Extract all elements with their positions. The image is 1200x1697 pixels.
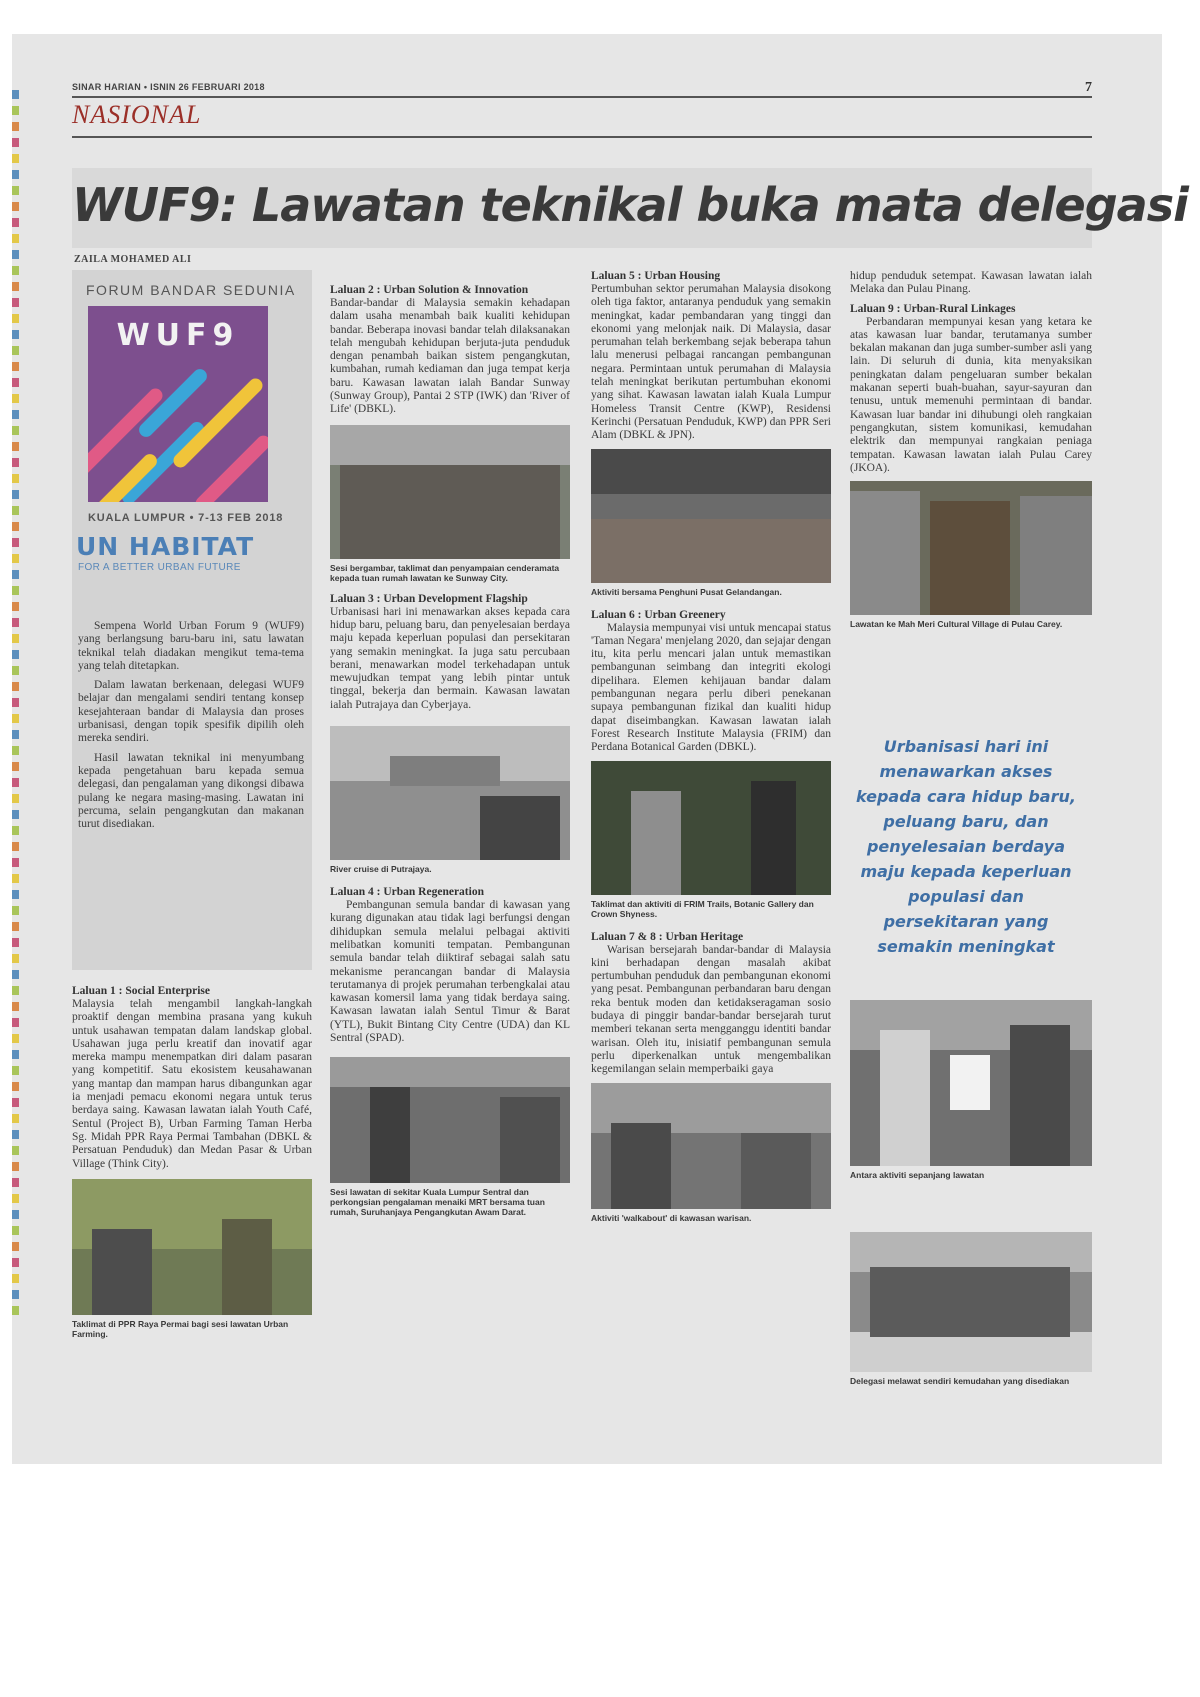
- photo-caption: Sesi lawatan di sekitar Kuala Lumpur Sentral dan perkongsian pengalaman menaiki MRT bersama tuan rumah, Suruhanjaya Pengangkutan Awam Darat.: [330, 1187, 545, 1218]
- route-text-continuation: hidup penduduk setempat. Kawasan lawatan ialah Melaka dan Pulau Pinang.: [850, 270, 1092, 296]
- pull-quote: Urbanisasi hari ini menawarkan akses kepada cara hidup baru, peluang baru, dan penyelesaian berdaya maju kepada keperluan populasi dan persekitaran yang semakin meningkat: [856, 737, 1076, 956]
- article-headline: WUF9: Lawatan teknikal buka mata delegasi: [72, 178, 1188, 232]
- route-text: Pembangunan semula bandar di kawasan yang kurang digunakan atau tidak lagi berfungsi dengan dihidupkan semula melalui pelbagai aktiviti melibatkan komuniti tempatan. Pembangunan semula bandar telah diiktiraf sebagai salah satu mekanisme perancangan bandar di Malaysia terutamanya di projek perumahan terbengkalai atau kawasan komersil lama yang tidak berdaya saing. Kawasan lawatan ialah Sentul Timur & Barat (YTL), Bukit Bintang City Centre (UDA) dan KL Sentral (SPAD).: [330, 899, 570, 1045]
- intro-text: [78, 620, 304, 837]
- column-4-photos: [850, 1000, 1092, 1396]
- route-text: Malaysia mempunyai visi untuk mencapai status 'Taman Negara' menjelang 2020, dan sejajar dengan itu, kita perlu mencari jalan untuk memastikan pembangunan seimbang dan integriti ekologi dipelihara. Elemen kehijauan bandar dalam pembangunan negara perlu diberi penekanan supaya pembangunan fizikal dan kualiti hidup dapat diseimbangkan. Kawasan lawatan ialah Forest Research Institute Malaysia (FRIM) dan Perdana Botanical Garden (DBKL).: [591, 621, 831, 754]
- route-heading: Laluan 6 : Urban Greenery: [591, 608, 726, 621]
- intro-paragraph: Dalam lawatan berkenaan, delegasi WUF9 belajar dan mengalami sendiri tentang konsep kesejahteraan bandar di Malaysia dan proses urbanisasi, dengan topik spesifik dipilih oleh mereka sendiri.: [78, 679, 304, 745]
- masthead: [72, 80, 1092, 140]
- photo-caption: Lawatan ke Mah Meri Cultural Village di Pulau Carey.: [850, 619, 1063, 630]
- route-text: Perbandaran mempunyai kesan yang ketara ke atas kawasan luar bandar, terutamanya sumber bekalan makanan dan juga sumber-sumber asli yang lain. Di seluruh di dunia, kita menyaksikan peningkatan dalam pengeluaran sumber bekalan makanan seperti buah-buahan, sayur-sayuran dan tenusu, untuk memenuhi permintaan di bandar. Kawasan luar bandar ini dihubungi oleh rangkaian pengangkutan, sistem komunikasi, kemudahan elektrik dan mempunyai rangkaian peniaga tempatan. Kawasan lawatan ialah Pulau Carey (JKOA).: [850, 315, 1092, 474]
- column-3: [591, 270, 831, 1233]
- route-heading: Laluan 3 : Urban Development Flagship: [330, 592, 528, 605]
- photo-certificate-presentation: [850, 1000, 1092, 1166]
- headline-band: [72, 168, 1188, 248]
- route-text: Pertumbuhan sektor perumahan Malaysia disokong oleh tiga faktor, antaranya penduduk yang semakin meningkat, kadar pembandaran yang tinggi dan ekonomi yang melonjak naik. Di Malaysia, dasar perumahan telah berkembang sejak beberapa tahun lalu menerusi pelbagai rancangan pembangunan negara. Permintaan untuk perumahan di Malaysia telah meningkat berikutan pertumbuhan ekonomi yang sihat. Kawasan lawatan ialah Kuala Lumpur Homeless Transit Centre (KWP), Residensi Kerinchi (Persatuan Penduduk, KWP) dan PPR Seri Alam (DBKL & JPN).: [591, 283, 831, 442]
- intro-paragraph: Sempena World Urban Forum 9 (WUF9) yang berlangsung baru-baru ini, satu lawatan teknikal telah diadakan mengikut tema-tema yang telah ditetapkan.: [78, 620, 304, 672]
- column-1: [72, 985, 312, 1349]
- route-heading: Laluan 7 & 8 : Urban Heritage: [591, 930, 744, 943]
- photo-heritage-walkabout: [591, 1083, 831, 1209]
- forum-date: KUALA LUMPUR • 7-13 FEB 2018: [88, 512, 284, 524]
- photo-putrajaya-river-cruise: [330, 726, 570, 860]
- section-name: NASIONAL: [72, 100, 202, 129]
- photo-sunway-city: [330, 425, 570, 559]
- forum-label: FORUM BANDAR SEDUNIA: [86, 282, 296, 298]
- column-4: [850, 270, 1092, 639]
- photo-frim-trails: [591, 761, 831, 895]
- header-rule: [72, 96, 1092, 98]
- header-rule: [72, 136, 1092, 138]
- route-heading: Laluan 9 : Urban-Rural Linkages: [850, 302, 1016, 315]
- route-text: Malaysia telah mengambil langkah-langkah proaktif dengan membina prasana yang kukuh untuk usahawan tempatan dalam landskap global. Usahawan juga perlu kreatif dan inovatif agar mereka mampu menempatkan diri dalam pasaran yang kompetitif. Satu ekosistem keusahawanan yang mantap dan mampan harus dibangunkan agar ia menjadi pemacu ekonomi negara untuk terus berdaya saing. Kawasan lawatan ialah Youth Café, Sentul (Project B), Urban Farming Taman Herba Sg. Midah PPR Raya Permai Tambahan (DBKL & Persatuan Penduduk) dan Medan Pasar & Urban Village (Think City).: [72, 998, 312, 1170]
- article-byline: ZAILA MOHAMED ALI: [74, 254, 192, 265]
- route-heading: Laluan 2 : Urban Solution & Innovation: [330, 284, 529, 296]
- photo-caption: Taklimat di PPR Raya Permai bagi sesi lawatan Urban Farming.: [72, 1318, 289, 1339]
- running-head: SINAR HARIAN • ISNIN 26 FEBRUARI 2018: [72, 82, 265, 92]
- route-heading: Laluan 5 : Urban Housing: [591, 270, 721, 282]
- photo-mah-meri-village: [850, 481, 1092, 615]
- photo-homeless-centre: [591, 449, 831, 583]
- photo-caption: River cruise di Putrajaya.: [330, 864, 432, 875]
- photo-caption: Aktiviti bersama Penghuni Pusat Gelandangan.: [591, 586, 782, 597]
- wuf9-logo-text: WUF9: [116, 318, 240, 353]
- photo-kl-sentral: [330, 1057, 570, 1183]
- route-heading: Laluan 4 : Urban Regeneration: [330, 886, 484, 899]
- route-text: Warisan bersejarah bandar-bandar di Malaysia kini berhadapan dengan masalah akibat pertumbuhan penduduk dan pembangunan ekonomi yang pesat. Pembangunan perbandaran baru dengan reka bentuk moden dan ketidakseragaman sosio budaya di pinggir bandar-bandar bersejarah turut memberi tekanan serta mengganggu identiti bandar warisan. Oleh itu, inisiatif pembangunan semula perlu diperkenalkan untuk mengembalikan kegemilangan selain memperbaiki gaya: [591, 943, 831, 1076]
- photo-caption: Antara aktiviti sepanjang lawatan: [850, 1170, 985, 1180]
- un-habitat-tagline: FOR A BETTER URBAN FUTURE: [78, 562, 241, 573]
- wuf9-logo: [88, 306, 268, 502]
- photo-caption: Aktiviti 'walkabout' di kawasan warisan.: [591, 1212, 752, 1223]
- photo-caption: Sesi bergambar, taklimat dan penyampaian cenderamata kepada tuan rumah lawatan ke Sunway City.: [330, 562, 560, 583]
- forum-sidebar: [72, 270, 312, 970]
- photo-caption: Delegasi melawat sendiri kemudahan yang disediakan: [850, 1376, 1070, 1386]
- route-text: Urbanisasi hari ini menawarkan akses kepada cara hidup baru, peluang baru, dan penyelesaian berdaya maju kepada keperluan populasi dan persekitaran yang semakin meningkat. Ia juga satu percubaan berani, menawarkan model terkehadapan untuk mewujudkan tempat yang lebih pintar untuk tinggal, bekerja dan bermain. Kawasan lawatan ialah Putrajaya dan Cyberjaya.: [330, 605, 570, 711]
- intro-paragraph: Hasil lawatan teknikal ini menyumbang kepada pengetahuan baru kepada semua delegasi, dan pengalaman yang dikongsi dibawa pulang ke negara masing-masing. Lawatan ini percuma, selain pengangkutan dan makanan turut disediakan.: [78, 751, 304, 831]
- photo-delegates-facility: [850, 1232, 1092, 1372]
- photo-caption: Taklimat dan aktiviti di FRIM Trails, Botanic Gallery dan Crown Shyness.: [591, 898, 814, 919]
- route-heading: Laluan 1 : Social Enterprise: [72, 985, 211, 997]
- column-2: [330, 284, 570, 1227]
- route-text: Bandar-bandar di Malaysia semakin kehadapan dalam usaha menambah baik kualiti kehidupan bandar. Beberapa inovasi bandar telah dilaksanakan telah mengubah kehidupan berjuta-juta penduduk dengan penambah baikan sistem pengangkutan, kumbahan, rumah kediaman dan juga tempat kerja baru. Kawasan lawatan ialah Bandar Sunway (Sunway Group), Pantai 2 STP (IWK) dan 'River of Life' (DBKL).: [330, 297, 570, 416]
- page-number: 7: [1085, 80, 1092, 95]
- un-habitat-logo: UN HABITAT: [76, 532, 255, 561]
- photo-urban-farming: [72, 1179, 312, 1315]
- color-calibration-strip: [12, 90, 19, 1340]
